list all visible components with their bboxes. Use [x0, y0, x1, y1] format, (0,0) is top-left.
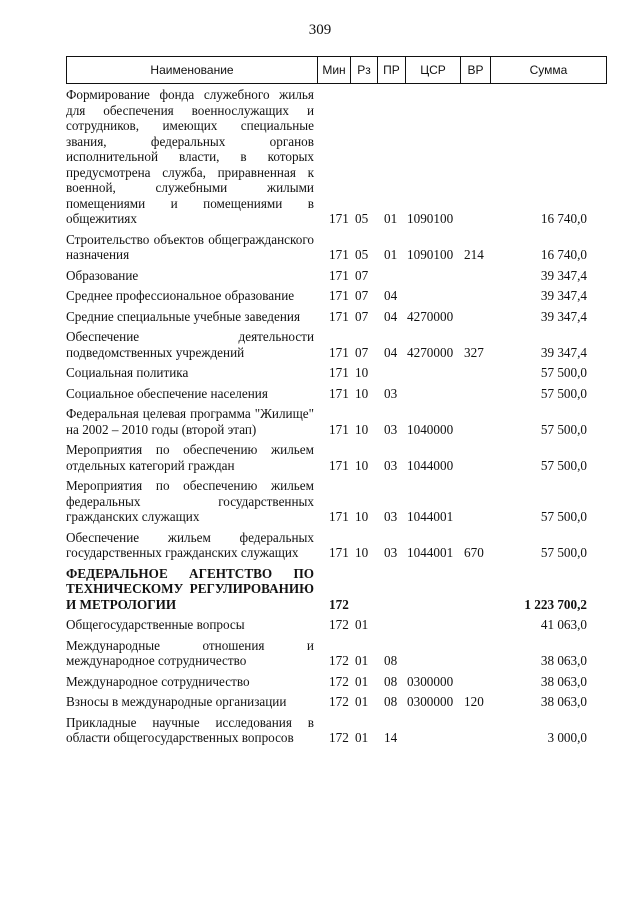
- row-csr: 1040000: [407, 421, 454, 437]
- row-sum: 41 063,0: [540, 617, 587, 632]
- row-rz: 10: [355, 421, 369, 437]
- row-rz: 07: [355, 308, 369, 324]
- row-sum: 57 500,0: [540, 545, 587, 560]
- row-pr: 01: [384, 247, 398, 262]
- table-row: [66, 478, 607, 525]
- row-rz: 10: [355, 457, 369, 473]
- row-min: 172: [329, 673, 349, 689]
- row-csr: 1044000: [407, 457, 454, 473]
- row-rz: 07: [355, 267, 369, 283]
- row-pr: 03: [384, 385, 398, 401]
- row-pr: 04: [384, 344, 398, 360]
- row-csr: 1090100: [407, 211, 454, 226]
- header-name: Наименование: [150, 63, 234, 77]
- row-csr: 4270000: [407, 308, 454, 324]
- header-min: Мин: [317, 57, 350, 83]
- row-rz: 01: [355, 694, 369, 709]
- row-name: Обеспечение жильем федеральных государственных гражданских служащих: [66, 529, 314, 560]
- row-rz: 01: [355, 617, 369, 632]
- row-sum: 1 223 700,2: [524, 596, 587, 612]
- row-pr: 08: [384, 694, 398, 709]
- row-min: 171: [329, 247, 349, 262]
- row-min: 171: [329, 211, 349, 226]
- row-sum: 3 000,0: [547, 730, 587, 745]
- row-name: Международное сотрудничество: [66, 673, 250, 689]
- row-sum: 38 063,0: [540, 694, 587, 709]
- header-vr: ВР: [460, 57, 490, 83]
- row-min: 171: [329, 385, 349, 401]
- table-row: [66, 232, 607, 263]
- row-min: 171: [329, 308, 349, 324]
- row-pr: 03: [384, 421, 398, 437]
- row-name: Прикладные научные исследования в области общегосударственных вопросов: [66, 714, 314, 745]
- row-name: Федеральная целевая программа "Жилище" на 2002 – 2010 годы (второй этап): [66, 406, 314, 437]
- table-body: [66, 87, 607, 751]
- table-row: [66, 674, 607, 690]
- row-rz: 07: [355, 344, 369, 360]
- row-vr: 670: [464, 545, 484, 560]
- row-sum: 57 500,0: [540, 457, 587, 473]
- row-vr: 327: [464, 344, 484, 360]
- table-row: [66, 365, 607, 381]
- row-rz: 01: [355, 673, 369, 689]
- table-row: [66, 694, 607, 710]
- row-name: Социальная политика: [66, 365, 189, 380]
- table-row: [66, 329, 607, 360]
- row-name: Формирование фонда служебного жилья для обеспечения военнослужащих и сотрудников, имеющих специальные звания, федеральных органов исполнительной власти, в которых предусмотрена служба, приравненная к военной, служебными жилыми помещениями и помещениями в общежитиях: [66, 87, 314, 226]
- table-row: [66, 268, 607, 284]
- row-name: Общегосударственные вопросы: [66, 617, 245, 632]
- row-name: Взносы в международные организации: [66, 694, 287, 709]
- row-csr: 4270000: [407, 344, 454, 360]
- row-name: Мероприятия по обеспечению жильем отдельных категорий граждан: [66, 442, 314, 473]
- row-sum: 57 500,0: [540, 365, 587, 380]
- row-rz: 10: [355, 365, 369, 380]
- row-sum: 57 500,0: [540, 385, 587, 401]
- row-pr: 04: [384, 308, 398, 324]
- row-min: 171: [329, 365, 349, 380]
- table-row: [66, 87, 607, 227]
- table-row: [66, 288, 607, 304]
- table-row: [66, 566, 607, 613]
- row-name: Строительство объектов общегражданского назначения: [66, 231, 314, 262]
- table-row: [66, 442, 607, 473]
- row-name: Обеспечение деятельности подведомственных учреждений: [66, 329, 314, 360]
- row-min: 171: [329, 288, 349, 303]
- row-sum: 16 740,0: [540, 211, 587, 226]
- header-sum: Сумма: [490, 57, 606, 83]
- row-sum: 39 347,4: [540, 344, 587, 360]
- row-rz: 07: [355, 288, 369, 303]
- row-rz: 10: [355, 509, 369, 524]
- row-pr: 03: [384, 545, 398, 560]
- row-pr: 14: [384, 730, 398, 745]
- table-row: [66, 406, 607, 437]
- header-pr: ПР: [377, 57, 405, 83]
- table-row: [66, 530, 607, 561]
- row-sum: 39 347,4: [540, 288, 587, 303]
- row-rz: 10: [355, 545, 369, 560]
- row-min: 171: [329, 267, 349, 283]
- row-min: 171: [329, 344, 349, 360]
- row-pr: 08: [384, 673, 398, 689]
- page-number: 309: [308, 22, 332, 38]
- row-vr: 120: [464, 694, 484, 709]
- row-csr: 1044001: [407, 545, 454, 560]
- row-min: 172: [329, 653, 349, 668]
- row-min: 171: [329, 545, 349, 560]
- table-header: [66, 56, 607, 84]
- table-row: [66, 638, 607, 669]
- row-pr: 04: [384, 288, 398, 303]
- row-pr: 03: [384, 457, 398, 473]
- table-row: [66, 715, 607, 746]
- header-rz: Рз: [350, 57, 377, 83]
- row-sum: 38 063,0: [540, 673, 587, 689]
- row-vr: 214: [464, 247, 484, 262]
- row-name: ФЕДЕРАЛЬНОЕ АГЕНТСТВО ПО ТЕХНИЧЕСКОМУ РЕГУЛИРОВАНИЮ И МЕТРОЛОГИИ: [66, 565, 314, 612]
- row-name: Среднее профессиональное образование: [66, 288, 295, 303]
- row-sum: 57 500,0: [540, 421, 587, 437]
- row-pr: 01: [384, 211, 398, 226]
- row-sum: 39 347,4: [540, 308, 587, 324]
- row-csr: 0300000: [407, 673, 454, 689]
- row-min: 172: [329, 730, 349, 745]
- row-csr: 1090100: [407, 247, 454, 262]
- row-rz: 05: [355, 211, 369, 226]
- row-min: 172: [329, 694, 349, 709]
- row-csr: 1044001: [407, 509, 454, 524]
- row-name: Международные отношения и международное сотрудничество: [66, 637, 314, 668]
- row-csr: 0300000: [407, 694, 454, 709]
- row-pr: 08: [384, 653, 398, 668]
- row-min: 172: [329, 617, 349, 632]
- table-row: [66, 617, 607, 633]
- row-name: Социальное обеспечение населения: [66, 385, 268, 401]
- row-min: 171: [329, 421, 349, 437]
- row-name: Средние специальные учебные заведения: [66, 308, 301, 324]
- row-name: Мероприятия по обеспечению жильем федеральных государственных гражданских служащих: [66, 478, 314, 524]
- row-min: 172: [329, 596, 349, 612]
- header-csr: ЦСР: [405, 57, 460, 83]
- row-rz: 01: [355, 653, 369, 668]
- row-rz: 01: [355, 730, 369, 745]
- row-rz: 10: [355, 385, 369, 401]
- row-name: Образование: [66, 267, 139, 283]
- row-sum: 39 347,4: [540, 267, 587, 283]
- row-pr: 03: [384, 509, 398, 524]
- table-row: [66, 309, 607, 325]
- row-min: 171: [329, 457, 349, 473]
- row-sum: 38 063,0: [540, 653, 587, 668]
- row-sum: 16 740,0: [540, 247, 587, 262]
- table-row: [66, 386, 607, 402]
- row-rz: 05: [355, 247, 369, 262]
- row-sum: 57 500,0: [540, 509, 587, 524]
- row-min: 171: [329, 509, 349, 524]
